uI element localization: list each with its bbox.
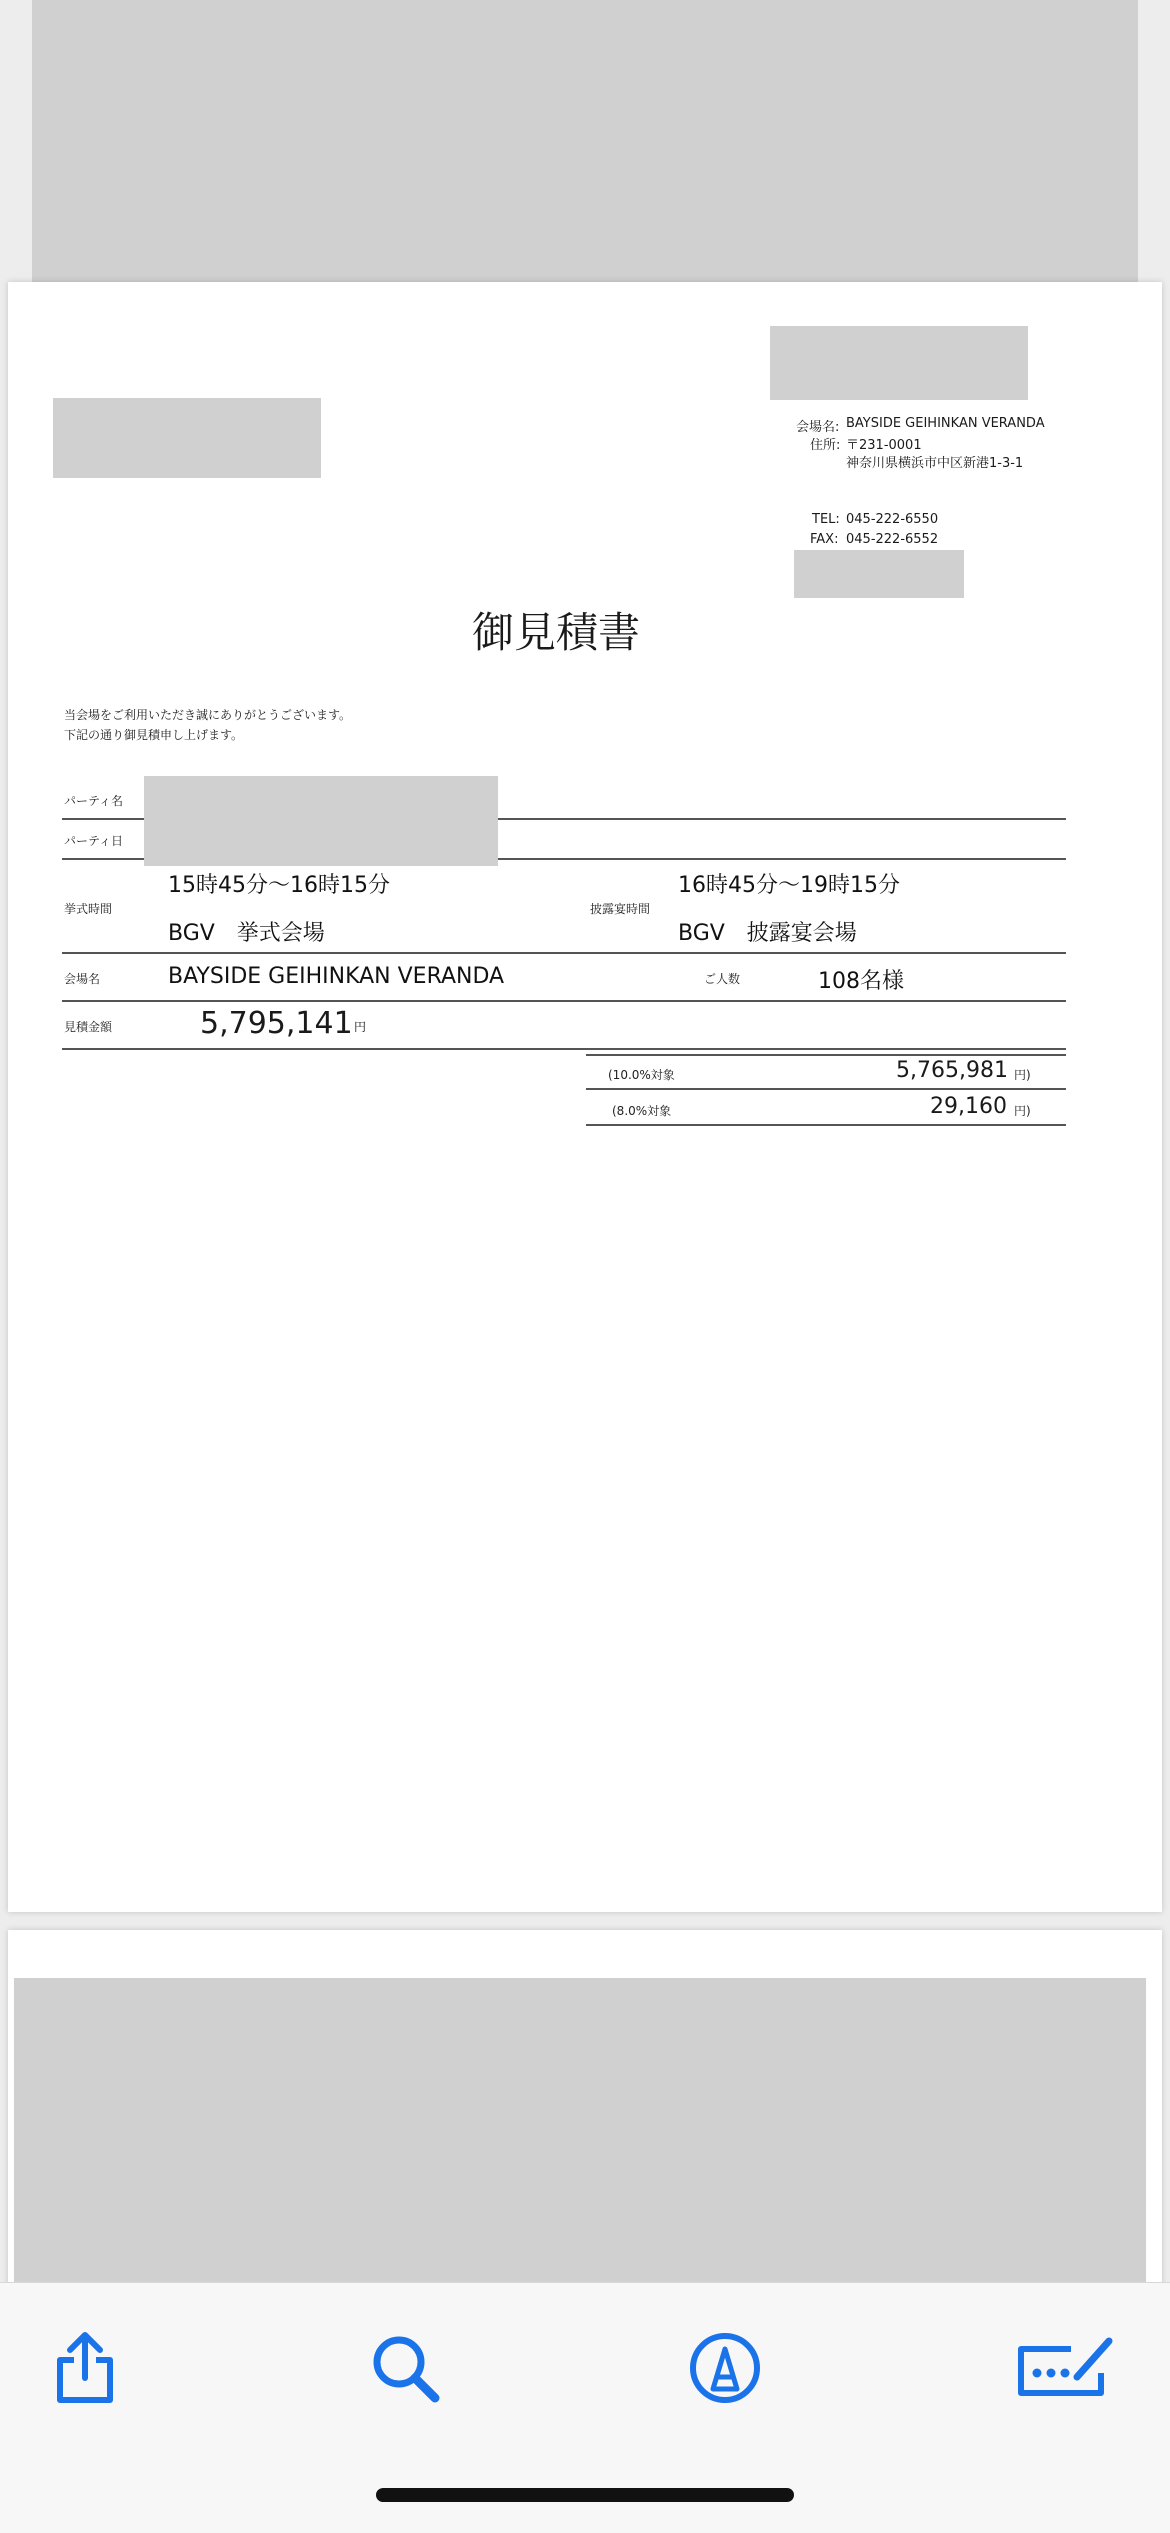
redacted-area-top xyxy=(32,0,1138,292)
search-icon xyxy=(369,2332,441,2404)
divider xyxy=(62,1048,1066,1050)
redacted-logo-left xyxy=(53,398,321,478)
tax-row-amount: 29,160 xyxy=(930,1094,1007,1119)
guests-label: ご人数 xyxy=(704,972,741,986)
divider xyxy=(586,1088,1066,1090)
search-button[interactable] xyxy=(360,2323,450,2413)
party-date-label: パーティ日 xyxy=(64,834,124,848)
ceremony-time-label: 挙式時間 xyxy=(64,902,113,916)
signature-button[interactable] xyxy=(1010,2323,1120,2413)
venue-name-label: 会場名: xyxy=(796,420,840,435)
divider xyxy=(586,1054,1066,1056)
venue-label: 会場名 xyxy=(64,972,101,986)
document-title: 御見積書 xyxy=(472,608,641,657)
party-name-label: パーティ名 xyxy=(64,794,124,808)
venue-name: BAYSIDE GEIHINKAN VERANDA xyxy=(846,416,1045,431)
markup-button[interactable] xyxy=(680,2323,770,2413)
redacted-party-info xyxy=(144,776,498,866)
tax-row-unit: 円) xyxy=(1014,1104,1031,1118)
redacted-logo-right xyxy=(770,326,1028,400)
greeting-line-1: 当会場をご利用いただき誠にありがとうございます。 xyxy=(64,708,352,722)
guests-value: 108名様 xyxy=(818,969,904,994)
tax-row-unit: 円) xyxy=(1014,1068,1031,1082)
divider xyxy=(62,1000,1066,1002)
share-icon xyxy=(50,2330,120,2406)
postal-code: 〒231-0001 xyxy=(846,438,922,453)
tax-row-label: (8.0%対象 xyxy=(612,1104,672,1118)
ceremony-venue: BGV 挙式会場 xyxy=(168,921,325,946)
greeting-line-2: 下記の通り御見積申し上げます。 xyxy=(64,728,244,742)
address: 神奈川県横浜市中区新港1-3-1 xyxy=(846,456,1024,471)
address-label: 住所: xyxy=(810,438,841,453)
reception-time-label: 披露宴時間 xyxy=(590,902,651,916)
tax-row-amount: 5,765,981 xyxy=(896,1058,1008,1083)
tel-value: 045-222-6550 xyxy=(846,512,939,527)
fax-value: 045-222-6552 xyxy=(846,532,939,547)
document-page xyxy=(8,282,1162,1912)
divider xyxy=(586,1124,1066,1126)
markup-icon xyxy=(688,2331,762,2405)
tel-label: TEL: xyxy=(812,512,840,527)
estimate-currency: 円 xyxy=(354,1020,367,1034)
tax-row-label: (10.0%対象 xyxy=(608,1068,675,1082)
reception-time: 16時45分〜19時15分 xyxy=(678,873,900,898)
home-indicator[interactable] xyxy=(376,2488,794,2502)
signature-icon xyxy=(1013,2335,1117,2401)
reception-venue: BGV 披露宴会場 xyxy=(678,921,857,946)
ceremony-time: 15時45分〜16時15分 xyxy=(168,873,390,898)
share-button[interactable] xyxy=(40,2323,130,2413)
estimate-value: 5,795,141 xyxy=(200,1006,353,1041)
venue-value: BAYSIDE GEIHINKAN VERANDA xyxy=(168,964,505,989)
estimate-label: 見積金額 xyxy=(64,1020,113,1034)
fax-label: FAX: xyxy=(810,532,839,547)
redacted-stamp xyxy=(794,550,964,598)
divider xyxy=(62,952,1066,954)
redacted-area-bottom xyxy=(14,1978,1146,2328)
